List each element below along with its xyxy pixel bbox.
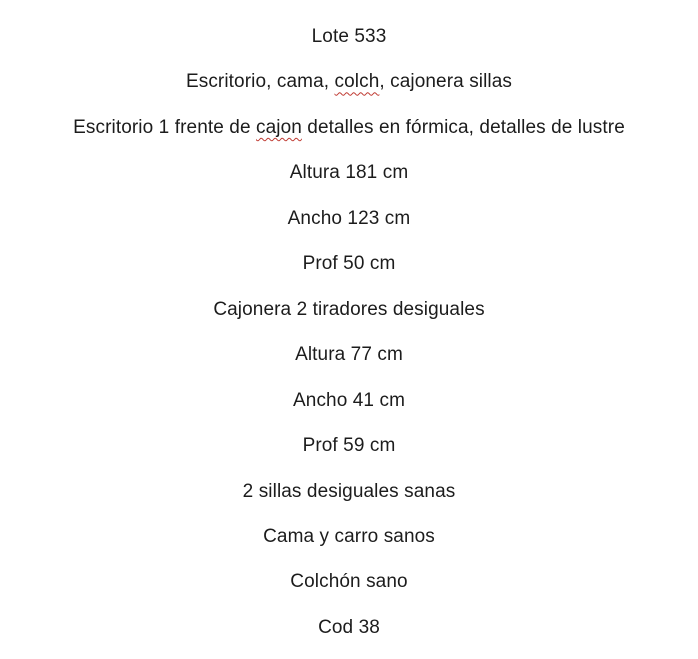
text-segment: Colchón sano [290,571,408,593]
document-line [0,469,698,514]
text-segment: , cajonera sillas [379,71,513,93]
document-line [0,378,698,423]
document-line [0,59,698,104]
text-segment: Cama y carro sanos [263,525,435,547]
text-segment: 2 sillas desiguales sanas [242,480,456,502]
text-segment: Prof 59 cm [302,435,396,457]
text-segment: Escritorio, cama, [185,71,335,93]
document-line [0,514,698,559]
document-line [0,14,698,59]
text-segment: Lote 533 [311,26,387,47]
text-segment: Escritorio 1 frente de [73,116,256,138]
document-line [0,196,698,241]
document-line [0,332,698,377]
text-segment: Cod 38 [318,616,380,638]
misspelled-word: cajon [256,116,302,138]
document-line [0,287,698,332]
document-line [0,105,698,150]
document-line [0,241,698,286]
text-segment: Cajonera 2 tiradores desiguales [213,298,485,320]
text-segment: Ancho 41 cm [293,389,405,411]
document-line [0,605,698,650]
document-line [0,150,698,195]
document-line [0,423,698,468]
misspelled-word: colch [334,71,380,93]
document-text [0,14,698,650]
text-segment: Altura 181 cm [289,162,409,184]
text-segment: detalles en fórmica, detalles de lustre [301,116,625,138]
text-segment: Prof 50 cm [302,253,396,275]
text-segment: Ancho 123 cm [287,207,411,229]
document-line [0,559,698,604]
text-segment: Altura 77 cm [295,344,403,366]
